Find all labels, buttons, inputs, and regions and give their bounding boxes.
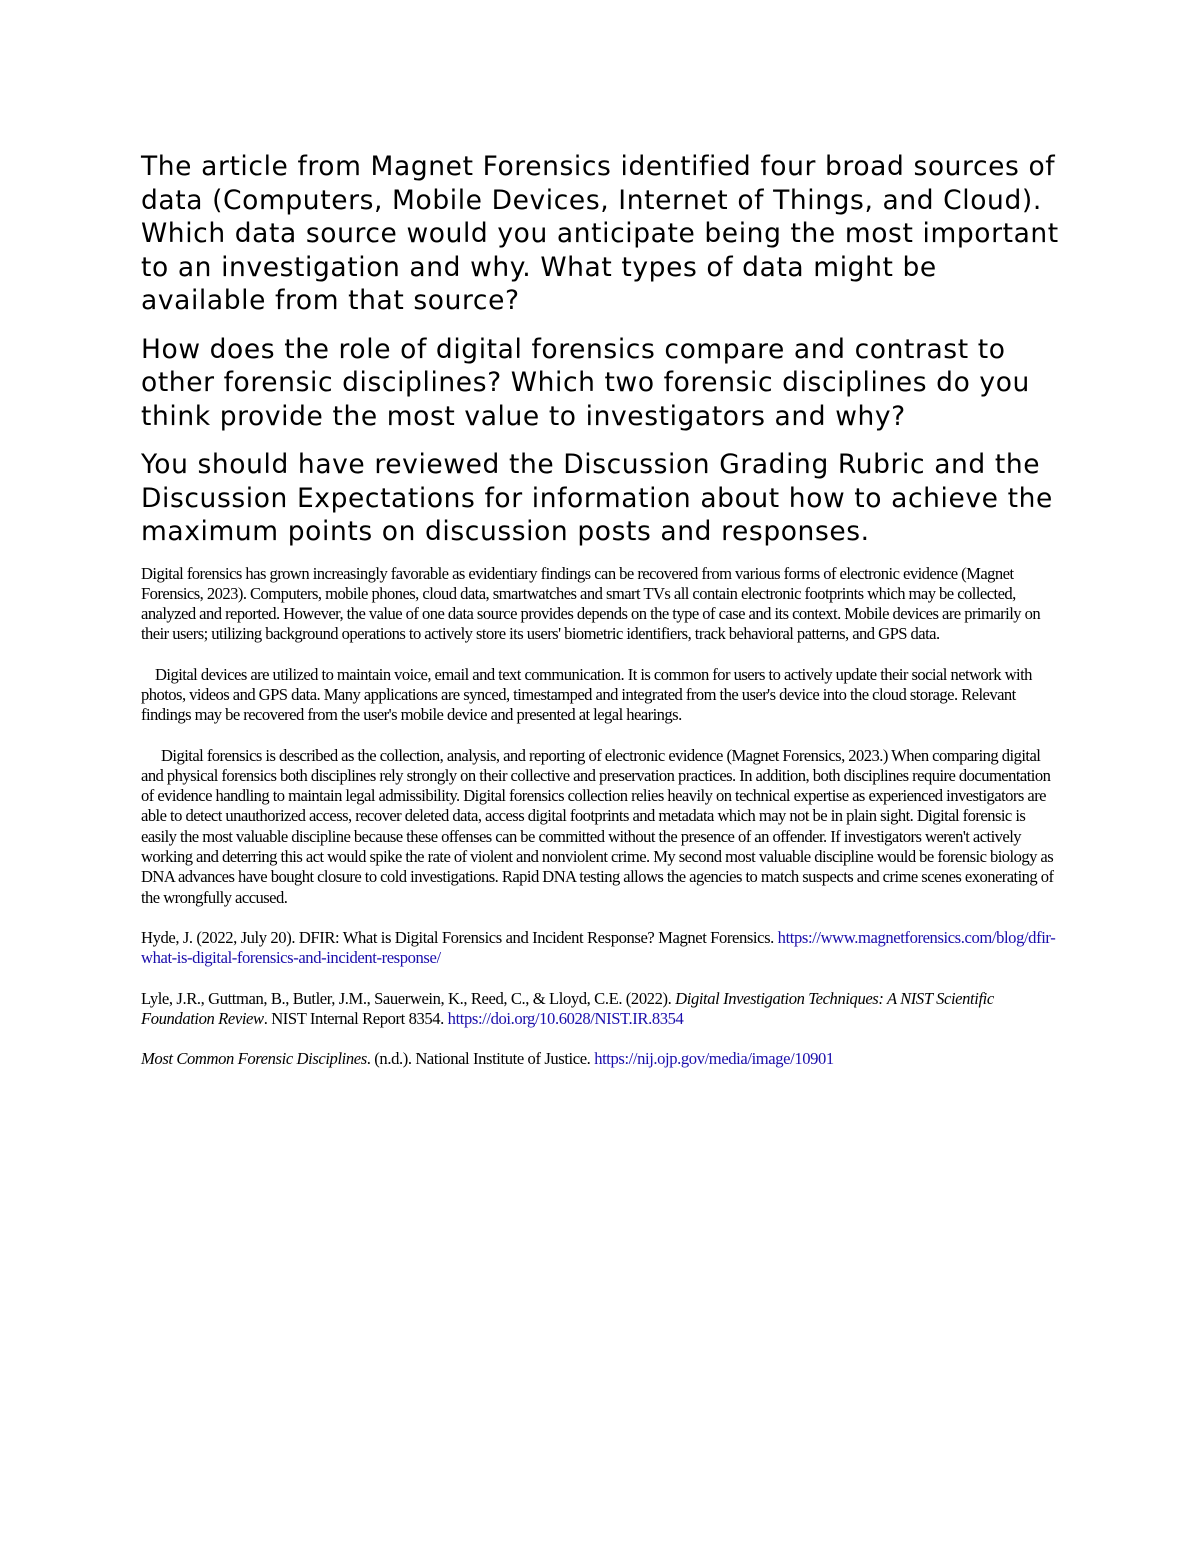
discussion-prompt-2: How does the role of digital forensics compare and contrast to other forensic disciplines? Which two forensic disciplines do you think provide the most value to investigators and why? xyxy=(141,333,1030,432)
reference-2 xyxy=(141,989,1061,1030)
response-paragraph-3: Digital forensics is described as the collection, analysis, and reporting of electronic evidence (Magnet Forensics, 2023.) When comparing digital and physical forensics both disciplines rely strongly on their collective and preservation practices. In addition, both disciplines require documentation of evidence handling to maintain legal admissibility. Digital forensics collection relies heavily on technical expertise as experienced investigators are able to detect unauthorized access, recover deleted data, access digital footprints and metadata which may not be in plain sight. Digital forensic is easily the most valuable discipline because these offenses can be committed without the presence of an offender. If investigators weren't actively working and deterring this act would spike the rate of violent and nonviolent crime. My second most valuable discipline would be forensic biology as DNA advances have bought closure to cold investigations. Rapid DNA testing allows the agencies to match suspects and crime scenes exonerating of the wrongfully accused. xyxy=(141,745,1054,907)
response-paragraph-2: Digital devices are utilized to maintain voice, email and text communication. It is common for users to actively update their social network with photos, videos and GPS data. Many applications are synced, timestamped and integrated from the user's device into the cloud storage. Relevant findings may be recovered from the user's mobile device and presented at legal hearings. xyxy=(141,664,1032,725)
discussion-prompt-3: You should have reviewed the Discussion Grading Rubric and the Discussion Expectations for information about how to achieve the maximum points on discussion posts and responses. xyxy=(141,449,1053,547)
reference-2-link[interactable]: https://doi.org/10.6028/NIST.IR.8354 xyxy=(447,1008,684,1028)
reference-1 xyxy=(141,928,1061,969)
reference-2-authors: Lyle, J.R., Guttman, B., Butler, J.M., Sauerwein, K., Reed, C., & Lloyd, C.E. (2022). xyxy=(141,988,676,1008)
reference-1-link[interactable]: https://www.magnetforensics.com/blog/dfir-what-is-digital-forensics-and-incident-response/ xyxy=(141,927,1056,968)
discussion-prompt-1: The article from Magnet Forensics identified four broad sources of data (Computers, Mobile Devices, Internet of Things, and Cloud). Which data source would you anticipate being the most important to an investigation and why. What types of data might be available from that source? xyxy=(141,151,1059,316)
reference-2-publisher: . NIST Internal Report 8354. xyxy=(263,1008,448,1028)
reference-3-publisher: . (n.d.). National Institute of Justice. xyxy=(366,1049,595,1069)
reference-3-link[interactable]: https://nij.ojp.gov/media/image/10901 xyxy=(594,1049,834,1069)
response-paragraph-1: Digital forensics has grown increasingly favorable as evidentiary findings can be recovered from various forms of electronic evidence (Magnet Forensics, 2023). Computers, mobile phones, cloud data, smartwatches and smart TVs all contain electronic footprints which may be collected, analyzed and reported. However, the value of one data source provides depends on the type of case and its context. Mobile devices are primarily on their users; utilizing background operations to actively store its users' biometric identifiers, track behavioral patterns, and GPS data. xyxy=(141,563,1041,644)
reference-2-title: Digital Investigation Techniques: A NIST Scientific Foundation Review xyxy=(141,988,994,1028)
reference-1-text: Hyde, J. (2022, July 20). DFIR: What is Digital Forensics and Incident Response? Magnet Forensics. xyxy=(141,927,778,947)
reference-3-title: Most Common Forensic Disciplines xyxy=(141,1049,367,1069)
document-page xyxy=(141,150,1061,1089)
reference-3 xyxy=(141,1049,1061,1069)
